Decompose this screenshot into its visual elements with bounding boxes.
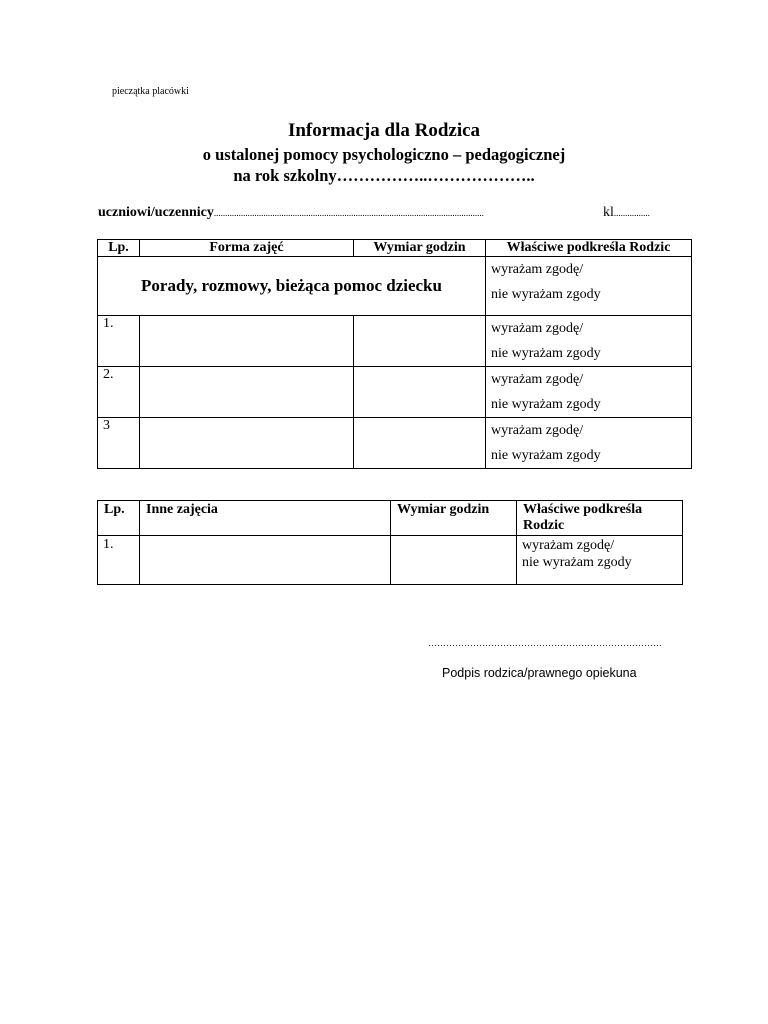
wymiar-cell[interactable] bbox=[354, 418, 486, 469]
consent-yes[interactable]: wyrażam zgodę/ bbox=[491, 372, 584, 387]
header-forma: Forma zajęć bbox=[140, 240, 354, 257]
document-subtitle: o ustalonej pomocy psychologiczno – pedagogicznej bbox=[202, 145, 566, 164]
header-wymiar: Wymiar godzin bbox=[391, 501, 517, 536]
header-inne: Inne zajęcia bbox=[140, 501, 391, 536]
signature-line[interactable]: …………………………………………………………………… bbox=[428, 638, 662, 648]
forma-porady: Porady, rozmowy, bieżąca pomoc dziecku bbox=[98, 257, 486, 316]
consent-cell[interactable] bbox=[486, 257, 692, 316]
consent-cell[interactable] bbox=[486, 418, 692, 469]
stamp-label: pieczątka placówki bbox=[112, 86, 189, 97]
table-header-row bbox=[98, 501, 683, 536]
table-row bbox=[98, 316, 692, 367]
row-lp: 2. bbox=[98, 367, 140, 418]
table-row bbox=[98, 536, 683, 585]
consent-no[interactable]: nie wyrażam zgody bbox=[491, 287, 601, 302]
consent-no[interactable]: nie wyrażam zgody bbox=[522, 555, 632, 570]
school-year-line: na rok szkolny……………..……………….. bbox=[233, 166, 535, 185]
consent-no[interactable]: nie wyrażam zgody bbox=[491, 346, 601, 361]
consent-cell[interactable] bbox=[486, 367, 692, 418]
table-row bbox=[98, 367, 692, 418]
consent-yes[interactable]: wyrażam zgodę/ bbox=[491, 321, 584, 336]
row-lp: 1. bbox=[98, 316, 140, 367]
student-label: uczniowi/uczennicy bbox=[98, 205, 214, 220]
student-dots: ........................................................................................................................ bbox=[213, 208, 484, 218]
document-title: Informacja dla Rodzica bbox=[287, 120, 481, 141]
header-zgoda: Właściwe podkreśla Rodzic bbox=[486, 240, 692, 257]
table-header-row bbox=[98, 240, 692, 257]
consent-yes[interactable]: wyrażam zgodę/ bbox=[491, 262, 584, 277]
table-row bbox=[98, 257, 692, 316]
header-wymiar: Wymiar godzin bbox=[354, 240, 486, 257]
wymiar-cell[interactable] bbox=[354, 316, 486, 367]
consent-cell[interactable] bbox=[486, 316, 692, 367]
student-field[interactable] bbox=[98, 205, 484, 221]
consent-yes[interactable]: wyrażam zgodę/ bbox=[491, 423, 584, 438]
class-dots: ................ bbox=[613, 208, 650, 218]
inne-cell[interactable] bbox=[140, 536, 391, 585]
consent-no[interactable]: nie wyrażam zgody bbox=[491, 397, 601, 412]
forma-cell[interactable] bbox=[140, 367, 354, 418]
class-field[interactable] bbox=[603, 205, 650, 221]
wymiar-cell[interactable] bbox=[391, 536, 517, 585]
consent-yes[interactable]: wyrażam zgodę/ bbox=[522, 538, 615, 553]
row-lp: 3 bbox=[98, 418, 140, 469]
forma-cell[interactable] bbox=[140, 316, 354, 367]
consent-cell[interactable] bbox=[517, 536, 683, 585]
signature-label: Podpis rodzica/prawnego opiekuna bbox=[442, 666, 637, 680]
consent-no[interactable]: nie wyrażam zgody bbox=[491, 448, 601, 463]
header-zgoda: Właściwe podkreśla Rodzic bbox=[517, 501, 683, 536]
table-row bbox=[98, 418, 692, 469]
forma-cell[interactable] bbox=[140, 418, 354, 469]
header-lp: Lp. bbox=[98, 240, 140, 257]
support-table bbox=[97, 239, 692, 469]
row-lp: 1. bbox=[98, 536, 140, 585]
other-activities-table bbox=[97, 500, 683, 585]
header-lp: Lp. bbox=[98, 501, 140, 536]
class-label: kl bbox=[603, 205, 614, 220]
wymiar-cell[interactable] bbox=[354, 367, 486, 418]
